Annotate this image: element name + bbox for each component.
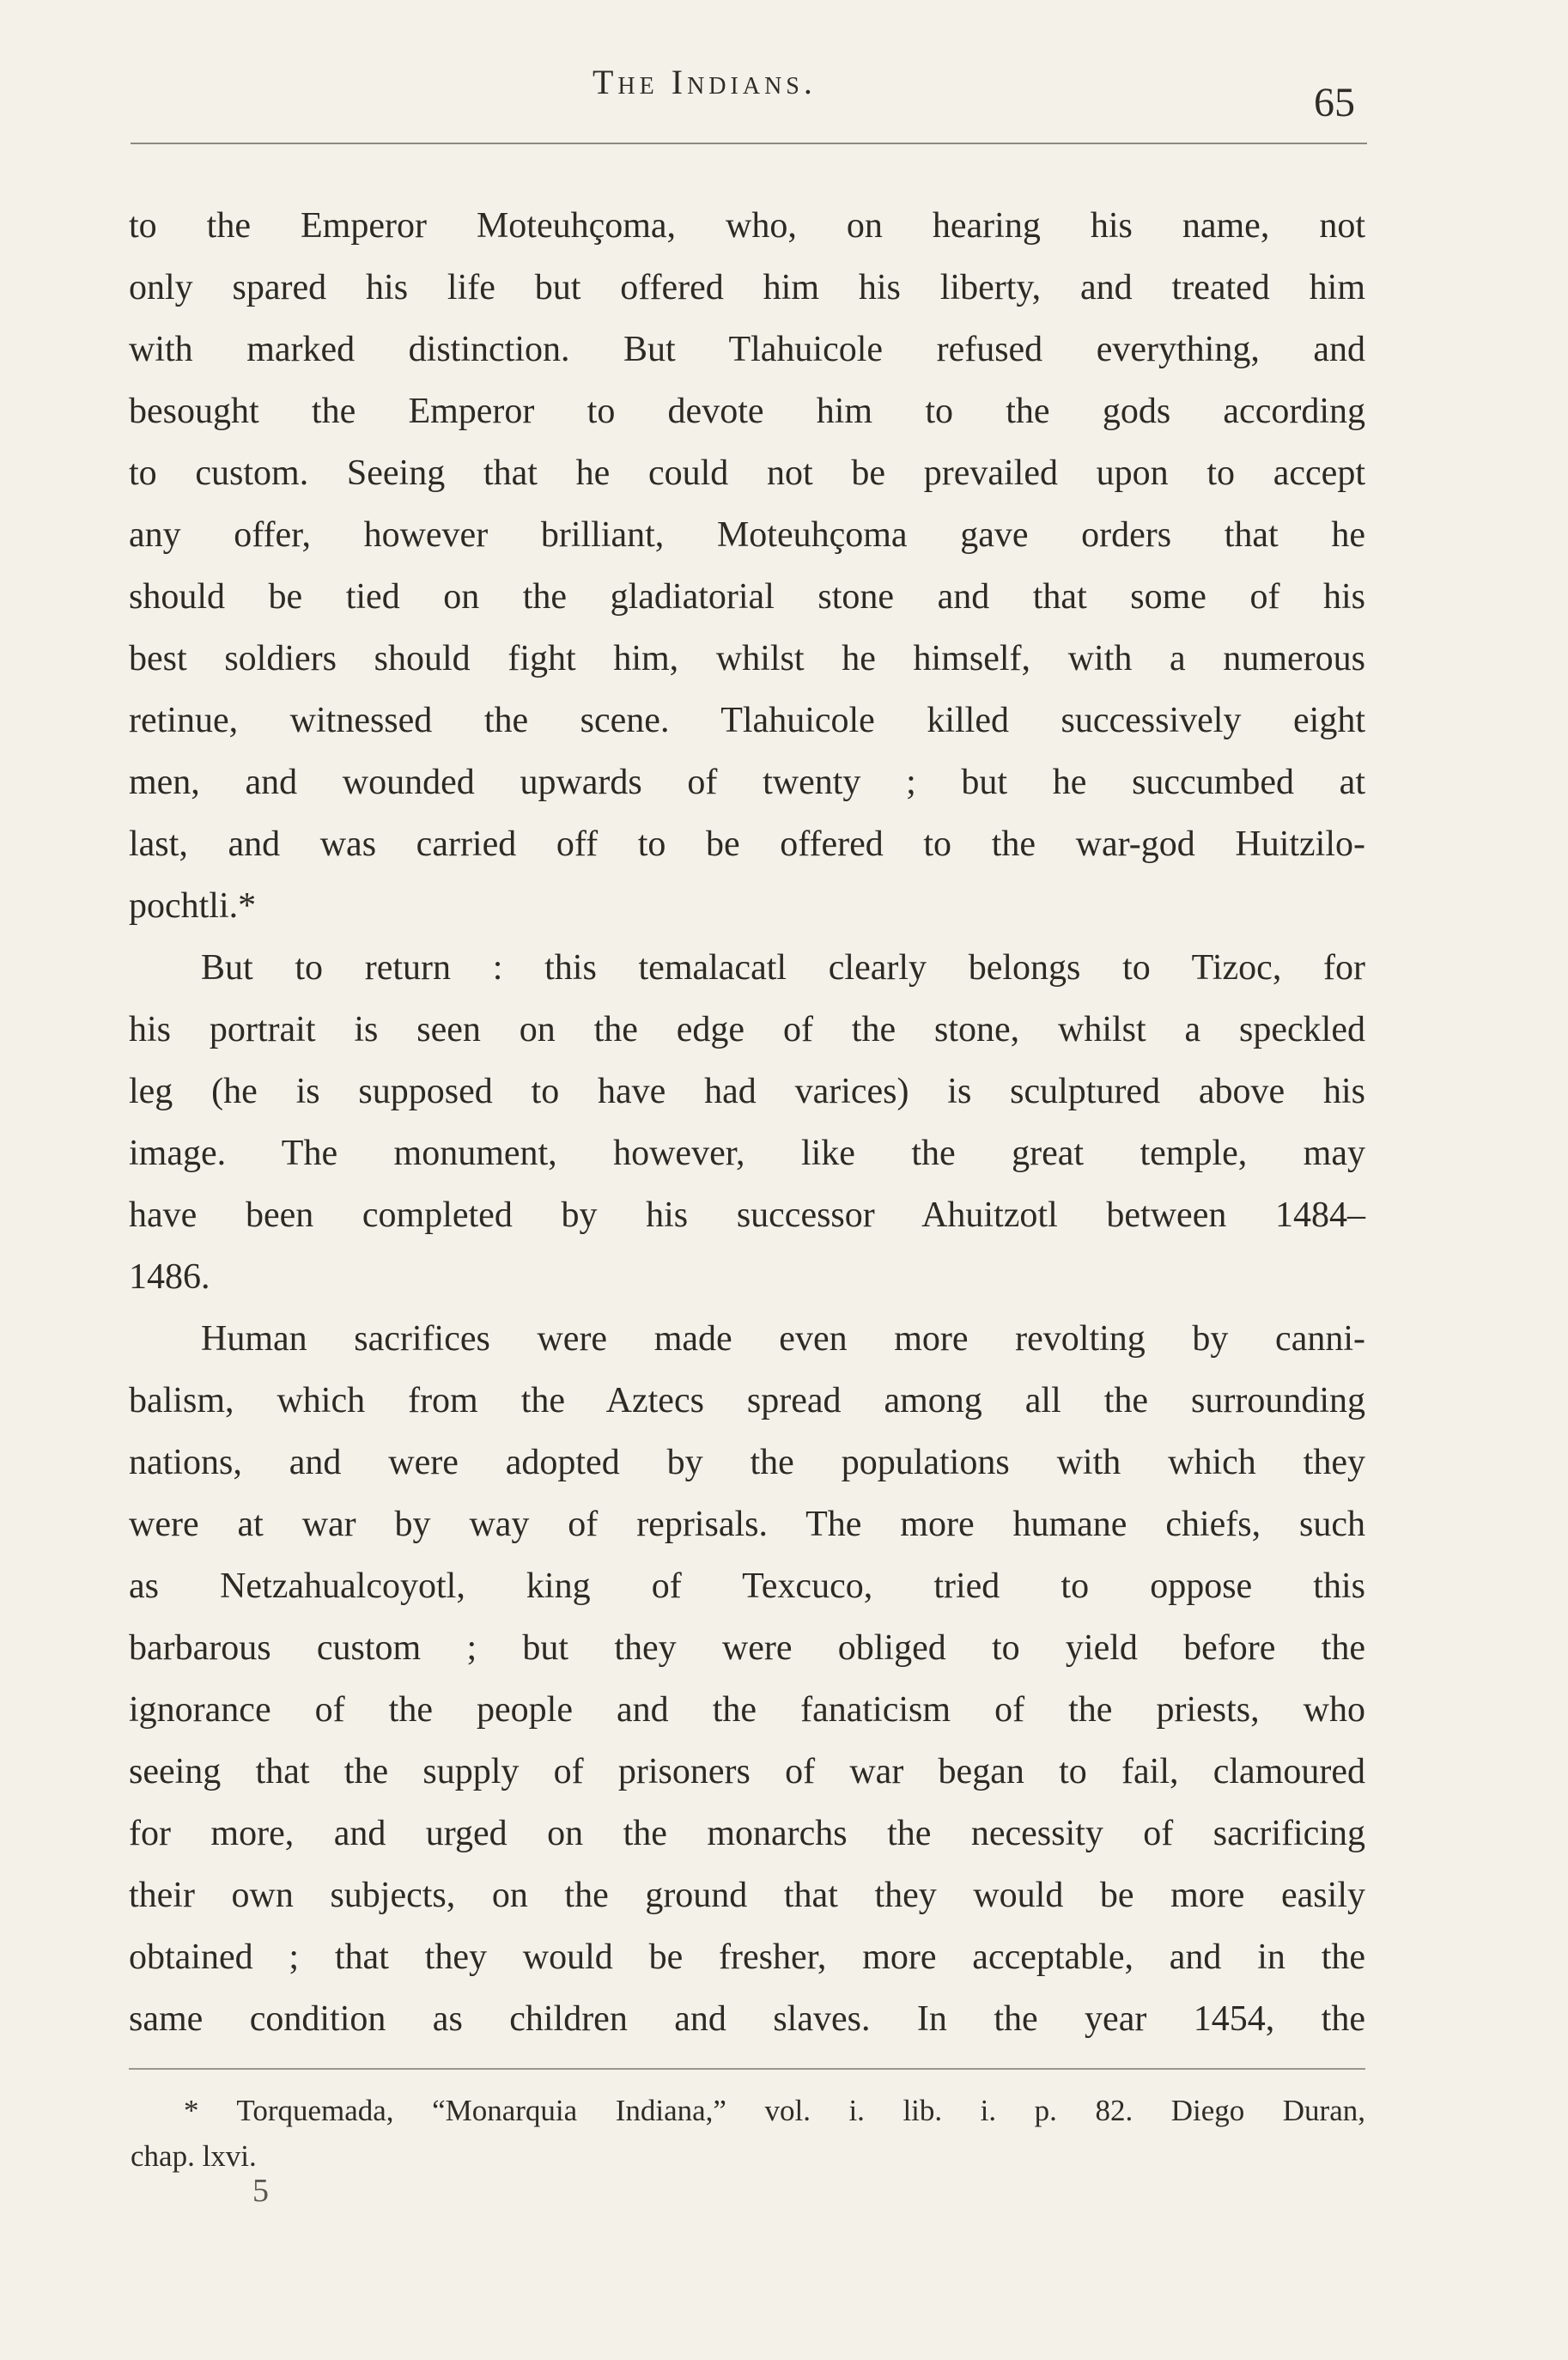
- text-line: besought the Emperor to devote him to the gods according: [129, 392, 1365, 431]
- text-line: were at war by way of reprisals. The more humane chiefs, such: [129, 1505, 1365, 1544]
- running-title: The Indians.: [593, 63, 817, 101]
- text-line: obtained ; that they would be fresher, more acceptable, and in the: [129, 1937, 1365, 1977]
- text-line: men, and wounded upwards of twenty ; but he succumbed at: [129, 763, 1365, 802]
- text-line: barbarous custom ; but they were obliged to yield before the: [129, 1628, 1365, 1668]
- text-line: to custom. Seeing that he could not be prevailed upon to accept: [129, 453, 1365, 493]
- paragraph-first-line: But to return : this temalacatl clearly belongs to Tizoc, for: [201, 948, 1365, 988]
- text-line: with marked distinction. But Tlahuicole refused everything, and: [129, 330, 1365, 369]
- footnote-line-2: chap. lxvi.: [131, 2139, 257, 2173]
- header-rule: [131, 143, 1367, 144]
- text-line: last, and was carried off to be offered to the war-god Huitzilo-: [129, 824, 1365, 864]
- text-line: only spared his life but offered him his liberty, and treated him: [129, 268, 1365, 307]
- text-line: 1486.: [129, 1257, 210, 1297]
- text-line: pochtli.*: [129, 886, 257, 926]
- page-number: 65: [1314, 80, 1355, 125]
- text-line: his portrait is seen on the edge of the stone, whilst a speckled: [129, 1010, 1365, 1049]
- signature-mark: 5: [252, 2173, 269, 2209]
- text-line: their own subjects, on the ground that they would be more easily: [129, 1876, 1365, 1915]
- text-line: ignorance of the people and the fanaticism of the priests, who: [129, 1690, 1365, 1730]
- text-line: retinue, witnessed the scene. Tlahuicole killed successively eight: [129, 701, 1365, 740]
- text-line: as Netzahualcoyotl, king of Texcuco, tried to oppose this: [129, 1566, 1365, 1606]
- paragraph-first-line: Human sacrifices were made even more revolting by canni-: [201, 1319, 1365, 1359]
- text-line: seeing that the supply of prisoners of war began to fail, clamoured: [129, 1752, 1365, 1791]
- text-line: nations, and were adopted by the populations with which they: [129, 1443, 1365, 1482]
- text-line: image. The monument, however, like the great temple, may: [129, 1134, 1365, 1173]
- text-line: any offer, however brilliant, Moteuhçoma gave orders that he: [129, 515, 1365, 555]
- text-line: for more, and urged on the monarchs the necessity of sacrificing: [129, 1814, 1365, 1853]
- footnote-line-1: * Torquemada, “Monarquia Indiana,” vol. i. lib. i. p. 82. Diego Duran,: [184, 2094, 1365, 2127]
- text-line: balism, which from the Aztecs spread among all the surrounding: [129, 1381, 1365, 1420]
- text-line: best soldiers should fight him, whilst he himself, with a numerous: [129, 639, 1365, 678]
- text-line: should be tied on the gladiatorial stone and that some of his: [129, 577, 1365, 617]
- text-line: to the Emperor Moteuhçoma, who, on hearing his name, not: [129, 206, 1365, 246]
- footnote-rule: [129, 2068, 1365, 2070]
- text-line: leg (he is supposed to have had varices) is sculptured above his: [129, 1072, 1365, 1111]
- text-line: same condition as children and slaves. In the year 1454, the: [129, 1999, 1365, 2039]
- text-line: have been completed by his successor Ahuitzotl between 1484–: [129, 1195, 1365, 1235]
